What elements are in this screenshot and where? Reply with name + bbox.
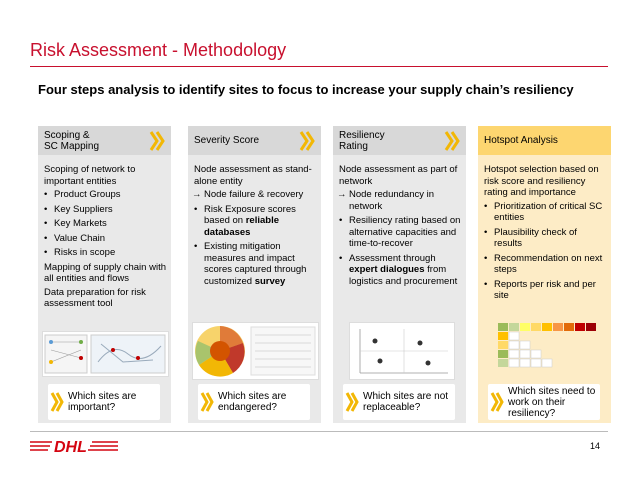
heatmap-cell	[531, 323, 541, 331]
heatmap-cell	[498, 332, 508, 340]
heatmap-cell	[531, 350, 541, 358]
key-question: Which sites need to work on their resiliency?	[508, 385, 596, 419]
step-body	[194, 164, 316, 290]
list-item: • Product Groups	[44, 189, 166, 201]
page-number: 14	[590, 441, 601, 451]
list-item: • Risks in scope	[44, 247, 166, 259]
risk-wheel-thumbnail	[192, 322, 319, 380]
heatmap-cell	[498, 359, 508, 367]
step-intro: Hotspot selection based on risk score and resiliency rating and importance	[484, 164, 599, 198]
svg-text:DHL: DHL	[54, 439, 87, 455]
list-item: → Node failure & recovery	[194, 189, 316, 201]
list-item: • Assessment through expert dialogues from logistics and procurement	[339, 253, 461, 288]
heatmap-cell	[498, 350, 508, 358]
step-header	[38, 126, 171, 155]
list-item: → Node redundancy in network	[339, 189, 461, 212]
step-hotspot	[478, 126, 611, 423]
heatmap-cell	[509, 359, 519, 367]
heatmap-cell	[498, 323, 508, 331]
heatmap-cell	[564, 323, 574, 331]
step-body	[484, 164, 606, 305]
step-resiliency	[333, 126, 466, 423]
chevron-right-icon	[490, 391, 504, 413]
resiliency-matrix-thumbnail	[349, 322, 455, 380]
chevron-right-icon	[444, 130, 460, 152]
heatmap-cell	[520, 341, 530, 349]
key-question-callout	[198, 384, 310, 420]
chevron-right-icon	[299, 130, 315, 152]
step-header	[333, 126, 466, 155]
step-severity	[188, 126, 321, 423]
step-scoping	[38, 126, 171, 423]
heatmap-cell	[509, 332, 519, 340]
heatmap-cell	[520, 359, 530, 367]
dhl-logo	[30, 437, 120, 455]
heatmap-cell	[509, 323, 519, 331]
list-item: • Key Suppliers	[44, 204, 166, 216]
chevron-right-icon	[149, 130, 165, 152]
key-question-callout	[48, 384, 160, 420]
step-intro: Node assessment as stand-alone entity	[194, 164, 312, 187]
list-item: • Risk Exposure scores based on reliable databases	[194, 204, 316, 239]
step-title: Severity Score	[194, 135, 260, 146]
page-title: Risk Assessment - Methodology	[30, 40, 287, 60]
step-title: Hotspot Analysis	[484, 135, 558, 146]
list-item: • Prioritization of critical SC entities	[484, 201, 606, 224]
heatmap-cell	[531, 359, 541, 367]
list-item: • Resiliency rating based on alternative capacities and time-to-recover	[339, 215, 461, 250]
step-header	[478, 126, 611, 155]
list-item: • Key Markets	[44, 218, 166, 230]
step-note: Data preparation for risk assessment tool	[44, 286, 146, 309]
step-body	[339, 164, 461, 290]
step-title: Resiliency Rating	[339, 129, 385, 152]
heatmap-cell	[520, 323, 530, 331]
network-map-thumbnail	[42, 331, 169, 377]
title-divider	[30, 66, 608, 67]
heatmap-cell	[509, 350, 519, 358]
heatmap-cell	[553, 323, 563, 331]
heatmap-cell	[498, 341, 508, 349]
list-item: • Existing mitigation measures and impact scores captured through customized survey	[194, 241, 316, 287]
list-item: • Value Chain	[44, 233, 166, 245]
page-subtitle: Four steps analysis to identify sites to focus to increase your supply chain’s resiliency	[38, 82, 574, 97]
hotspot-heatmap-thumbnail	[488, 321, 604, 377]
heatmap-cell	[586, 323, 596, 331]
heatmap-cell	[520, 350, 530, 358]
chevron-right-icon	[50, 391, 64, 413]
key-question-callout	[488, 384, 600, 420]
heatmap-cell	[542, 359, 552, 367]
step-intro: Node assessment as part of network	[339, 164, 458, 187]
step-intro: Scoping of network to important entities	[44, 164, 136, 187]
heatmap-cell	[509, 341, 519, 349]
footer-divider	[30, 431, 608, 432]
chevron-right-icon	[345, 391, 359, 413]
step-note: Mapping of supply chain with all entities and flows	[44, 261, 166, 284]
key-question: Which sites are not replaceable?	[363, 391, 449, 413]
step-body	[44, 164, 166, 312]
key-question: Which sites are endangered?	[218, 391, 287, 413]
key-question-callout	[343, 384, 455, 420]
step-header	[188, 126, 321, 155]
list-item: • Reports per risk and per site	[484, 279, 606, 302]
heatmap-cell	[575, 323, 585, 331]
heatmap-cell	[542, 323, 552, 331]
chevron-right-icon	[200, 391, 214, 413]
step-title: Scoping & SC Mapping	[44, 129, 100, 152]
list-item: • Recommendation on next steps	[484, 253, 606, 276]
key-question: Which sites are important?	[68, 391, 137, 413]
list-item: • Plausibility check of results	[484, 227, 606, 250]
